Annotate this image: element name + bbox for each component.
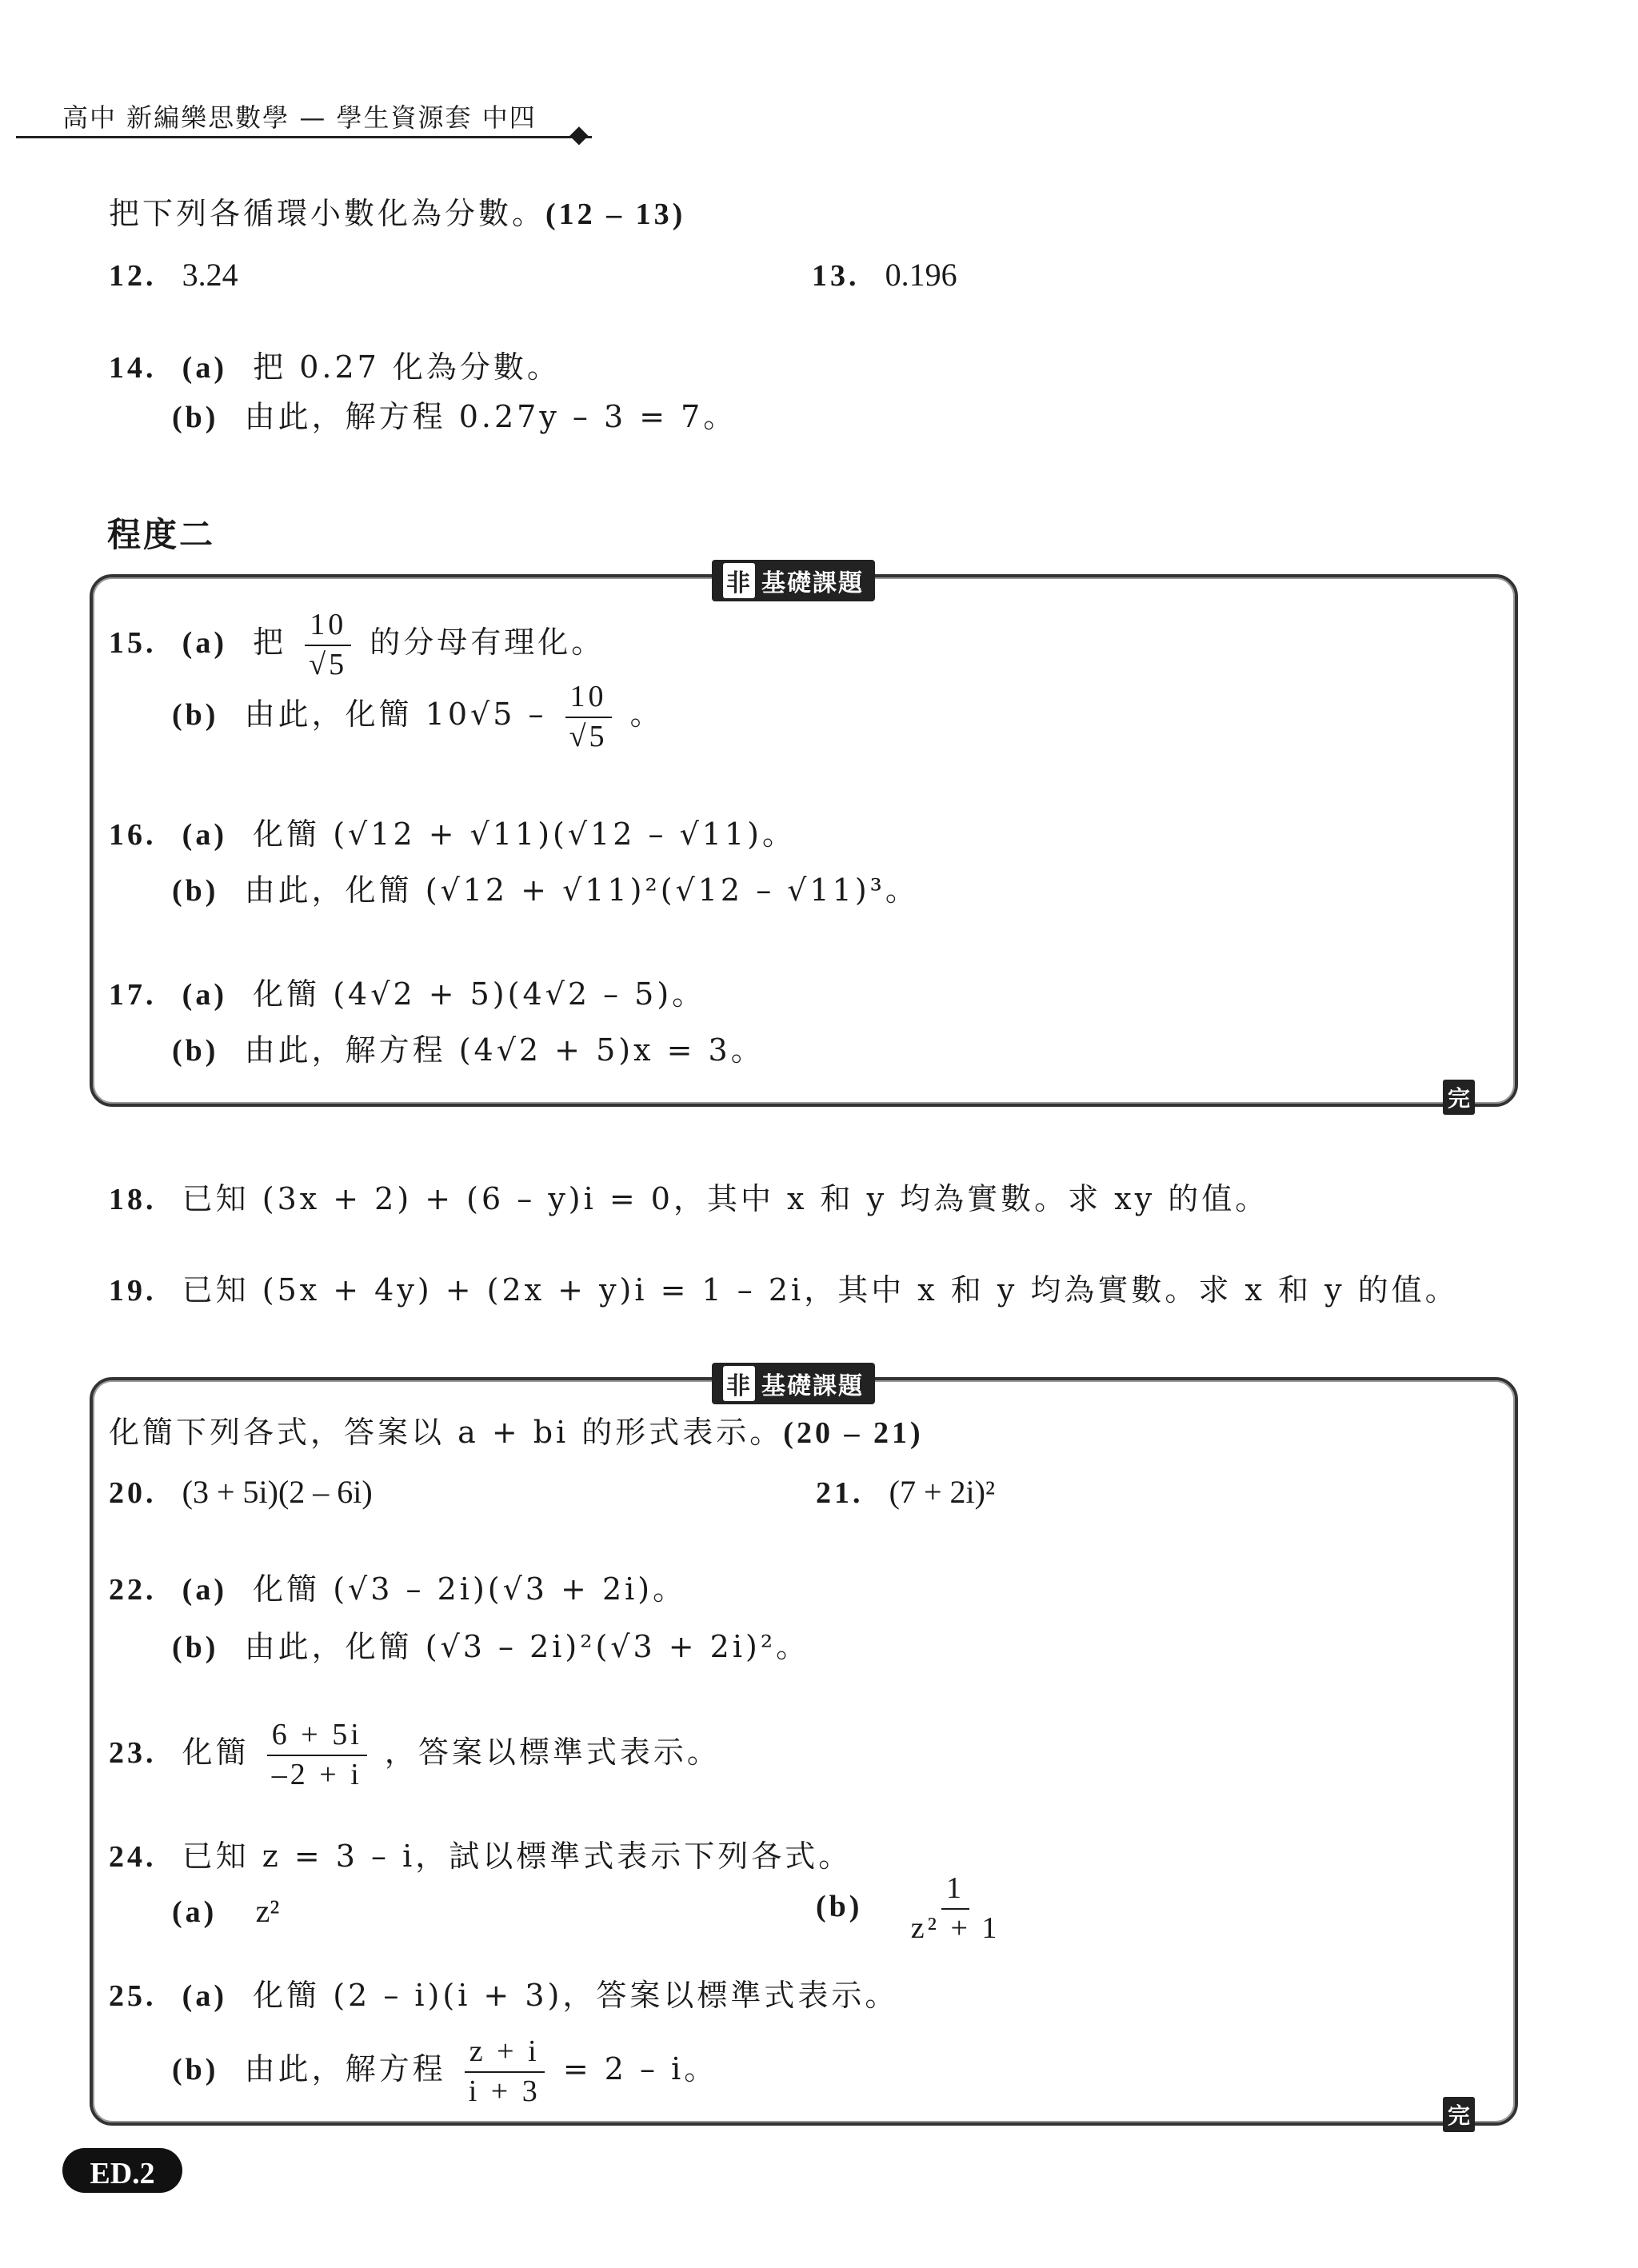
page-number: ED.2 [90,2157,155,2190]
question-24: 24. 已知 z = 3 – i，試以標準式表示下列各式。 [109,1839,853,1874]
question-24a: (a) z² [172,1893,280,1929]
running-header: 高中 新編樂思數學 — 學生資源套 中四 [62,102,537,133]
question-15b: (b) 由此，化簡 10√5 – $\frac{10}{√5}$ 。 [172,680,664,753]
question-17a: 17. (a) 化簡 (4√2 + 5)(4√2 – 5)。 [109,976,706,1012]
question-14a: 14. (a) 把 0.27 化為分數。 [109,349,561,385]
fraction-10-over-root5-b: $\frac{10}{√5}$ [565,680,613,754]
header-rule [16,136,592,138]
question-14b: (b) 由此，解方程 0.27y – 3 = 7。 [172,399,737,434]
end-mark-2-icon: 完 [1443,2097,1475,2132]
fraction-q23: $\frac{6 + 5i}{-2 + i}$ [267,1718,367,1792]
question-19: 19. 已知 (5x + 4y) + (2x + y)i = 1 – 2i，其中 x 和 y 均為實數。求 x 和 y 的值。 [109,1272,1459,1308]
non-foundation-badge-2: 非 基礎課題 [712,1363,875,1404]
question-22b: (b) 由此，化簡 (√3 – 2i)²(√3 + 2i)²。 [172,1629,810,1664]
question-17b: (b) 由此，解方程 (4√2 + 5)x = 3。 [172,1032,765,1068]
non-foundation-badge-1: 非 基礎課題 [712,560,875,601]
section1-instruction: 把下列各循環小數化為分數。(12 – 13) [109,196,686,231]
end-mark-1-icon: 完 [1443,1080,1475,1115]
question-25a: 25. (a) 化簡 (2 – i)(i + 3)，答案以標準式表示。 [109,1978,899,2013]
question-21: 21. (7 + 2i)² [816,1474,995,1510]
fraction-10-over-root5: $\frac{10}{√5}$ [304,608,352,682]
question-25b: (b) 由此，解方程 $\frac{z + i}{i + 3}$ = 2 – i。 [172,2034,718,2108]
question-13: 13. 0.196 [812,257,957,293]
question-16b: (b) 由此，化簡 (√12 + √11)²(√12 – √11)³。 [172,872,919,908]
fraction-q24b: $\frac{1}{\text{z² + 1}}$ [910,1871,1001,1945]
question-22a: 22. (a) 化簡 (√3 – 2i)(√3 + 2i)。 [109,1571,687,1607]
question-12: 12. 3.24 [109,257,238,293]
question-15a: 15. (a) 把 $\frac{10}{√5}$ 的分母有理化。 [109,608,605,681]
box2-instruction: 化簡下列各式，答案以 a + bi 的形式表示。(20 – 21) [109,1415,924,1450]
fraction-q25b: $\frac{z + i}{i + 3}$ [464,2034,545,2109]
question-23: 23. 化簡 $\frac{6 + 5i}{-2 + i}$ ，答案以標準式表示。 [109,1718,721,1791]
level2-heading: 程度二 [107,515,216,554]
question-24b: (b) $\frac{1}{\text{z² + 1}}$ [816,1871,1009,1946]
question-16a: 16. (a) 化簡 (√12 + √11)(√12 – √11)。 [109,817,796,852]
header-ornament-icon: ⬥ [569,118,589,150]
question-18: 18. 已知 (3x + 2) + (6 – y)i = 0，其中 x 和 y 均為實數。求 xy 的值。 [109,1181,1269,1216]
question-20: 20. (3 + 5i)(2 – 6i) [109,1474,373,1510]
